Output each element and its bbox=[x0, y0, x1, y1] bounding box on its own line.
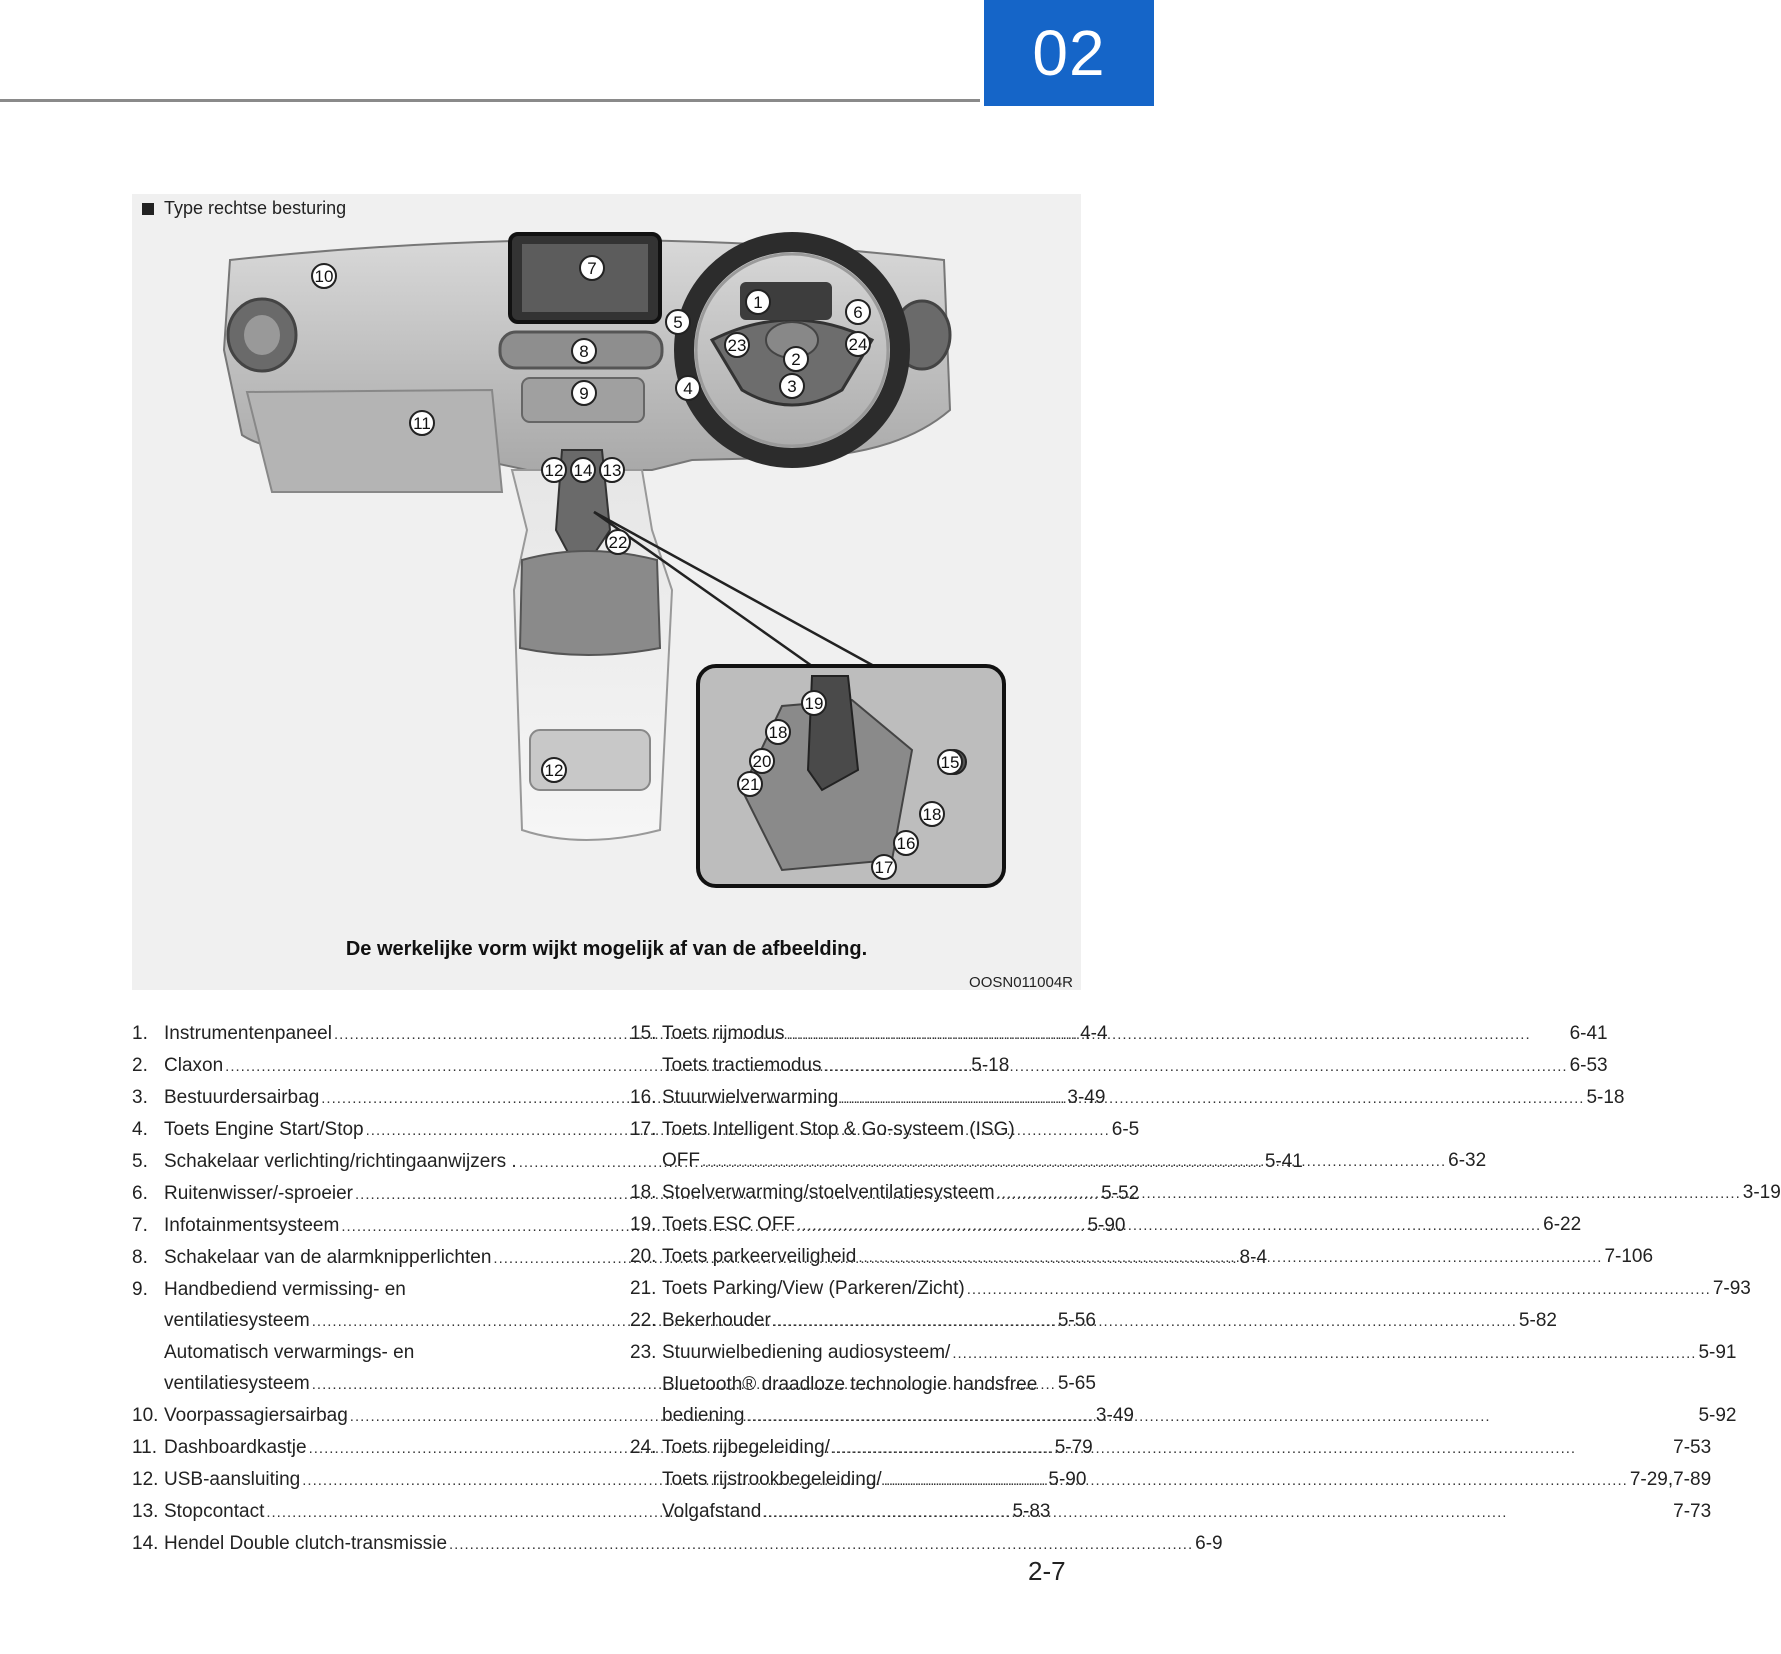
legend-line-page: 5-41 bbox=[1264, 1151, 1303, 1172]
legend-line bbox=[662, 1050, 1608, 1082]
legend-line-text: Stoelverwarming/stoelventilatiesysteem bbox=[662, 1182, 995, 1203]
legend-line-text: Voorpassagiersairbag bbox=[164, 1405, 348, 1426]
legend-line-text: Ruitenwisser/-sproeier bbox=[164, 1183, 354, 1204]
callout-15: 15 bbox=[940, 753, 960, 772]
legend-line bbox=[662, 1209, 1581, 1241]
legend-line-page: 6-53 bbox=[1569, 1055, 1608, 1076]
legend-item-number: 22. bbox=[630, 1310, 657, 1331]
legend-item-body bbox=[662, 1209, 1581, 1241]
callout-22: 22 bbox=[608, 533, 628, 552]
dot-leader bbox=[823, 1051, 1567, 1082]
legend-line-text: Hendel Double clutch-transmissie bbox=[164, 1533, 448, 1554]
legend-line-page: 6-41 bbox=[1569, 1023, 1608, 1044]
dot-leader bbox=[763, 1497, 1671, 1528]
legend-item-body bbox=[662, 1305, 1557, 1337]
legend-line-page: 5-52 bbox=[1101, 1183, 1140, 1204]
page-number: 2-7 bbox=[1028, 1556, 1066, 1586]
figure-caption: De werkelijke vorm wijkt mogelijk af van de afbeelding. bbox=[345, 938, 868, 960]
legend-item-number: 1. bbox=[132, 1023, 148, 1044]
callout-4: 4 bbox=[683, 379, 693, 398]
callout-19: 19 bbox=[804, 694, 824, 713]
callout-13: 13 bbox=[602, 461, 622, 480]
callout-1: 1 bbox=[753, 293, 763, 312]
legend-line bbox=[662, 1305, 1557, 1337]
legend-item-number: 19. bbox=[630, 1214, 657, 1235]
legend-line bbox=[662, 1241, 1653, 1273]
dot-leader bbox=[840, 1083, 1584, 1114]
legend-item-number: 18. bbox=[630, 1182, 657, 1203]
callout-11: 11 bbox=[413, 414, 431, 433]
dot-leader bbox=[967, 1274, 1711, 1305]
legend-line-text: Toets Parking/View (Parkeren/Zicht) bbox=[662, 1278, 965, 1299]
legend-item-number: 13. bbox=[132, 1501, 159, 1522]
dot-leader bbox=[952, 1338, 1696, 1369]
figure-heading bbox=[142, 198, 346, 219]
callout-24: 24 bbox=[848, 335, 868, 354]
legend-line-page: 5-18 bbox=[971, 1055, 1010, 1076]
dot-leader bbox=[997, 1178, 1741, 1209]
legend-line-page: 5-56 bbox=[1057, 1310, 1096, 1331]
callout-18-inset: 18 bbox=[922, 805, 942, 824]
legend-item-body bbox=[662, 1241, 1653, 1273]
legend-line-page: 5-90 bbox=[1087, 1215, 1126, 1236]
dot-leader bbox=[702, 1146, 1446, 1177]
dot-leader bbox=[746, 1401, 1696, 1432]
legend-item bbox=[630, 1432, 1712, 1528]
legend-line-text: Infotainmentsysteem bbox=[164, 1215, 340, 1236]
dot-leader bbox=[797, 1210, 1541, 1241]
legend-item-number: 20. bbox=[630, 1246, 657, 1267]
callout-6: 6 bbox=[853, 303, 863, 322]
legend-item-body bbox=[662, 1337, 1737, 1432]
callout-18: 18 bbox=[768, 723, 788, 742]
callout-8: 8 bbox=[579, 342, 589, 361]
legend-line-text: Handbediend vermissing- en bbox=[164, 1279, 406, 1300]
figure-heading-text: Type rechtse besturing bbox=[164, 198, 347, 218]
legend-line-page: 7-106 bbox=[1604, 1246, 1654, 1267]
legend-item-number: 10. bbox=[132, 1405, 159, 1426]
callout-3: 3 bbox=[787, 377, 797, 396]
legend-line bbox=[662, 1496, 1711, 1528]
square-bullet-icon bbox=[142, 203, 154, 215]
legend-item-number: 11. bbox=[132, 1437, 158, 1458]
legend-item-number: 2. bbox=[132, 1055, 148, 1076]
legend-line-text: Stopcontact bbox=[164, 1501, 265, 1522]
callout-17: 17 bbox=[874, 858, 894, 877]
legend-item-number: 17. bbox=[630, 1119, 657, 1140]
legend-line-text: Claxon bbox=[164, 1055, 224, 1076]
legend-line-text: Toets Intelligent Stop & Go-systeem (ISG) bbox=[662, 1119, 1015, 1140]
legend-line-text: Automatisch verwarmings- en bbox=[164, 1342, 415, 1363]
legend-line-text: Toets ESC OFF bbox=[662, 1214, 796, 1235]
legend-line-text: Toets rijbegeleiding/ bbox=[662, 1437, 830, 1458]
legend-line-page: 6-9 bbox=[1195, 1533, 1223, 1554]
legend-line-text: bediening bbox=[662, 1405, 745, 1426]
legend-line-text: Volgafstand bbox=[662, 1501, 762, 1522]
legend-item bbox=[132, 1528, 1223, 1560]
callout-10: 10 bbox=[314, 267, 334, 286]
legend-line bbox=[662, 1432, 1711, 1464]
legend-line-page: 5-92 bbox=[1698, 1405, 1737, 1426]
dot-leader bbox=[773, 1306, 1517, 1337]
legend-line-text: Schakelaar van de alarmknipperlichten bbox=[164, 1247, 492, 1268]
callout-16: 16 bbox=[896, 834, 916, 853]
callout-23: 23 bbox=[727, 336, 747, 355]
legend-item bbox=[630, 1273, 1751, 1305]
legend-item-number: 16. bbox=[630, 1087, 657, 1108]
header-rule bbox=[0, 99, 980, 102]
legend-line-text: Dashboardkastje bbox=[164, 1437, 307, 1458]
legend-line bbox=[662, 1145, 1486, 1177]
legend-line-text: Toets rijmodus bbox=[662, 1023, 785, 1044]
legend-line-page: 5-83 bbox=[1012, 1501, 1051, 1522]
legend-line-text: ventilatiesysteem bbox=[164, 1373, 310, 1394]
callout-7: 7 bbox=[587, 259, 597, 278]
legend-line-page: 3-49 bbox=[1067, 1087, 1106, 1108]
legend-line-page: 6-22 bbox=[1543, 1214, 1582, 1235]
legend-line bbox=[662, 1369, 1737, 1400]
legend-line-text: ventilatiesysteem bbox=[164, 1310, 310, 1331]
legend-item-number: 3. bbox=[132, 1087, 148, 1108]
dashboard-illustration bbox=[132, 230, 1081, 930]
legend-line-page: 7-53 bbox=[1673, 1437, 1712, 1458]
legend-line-text: Bekerhouder bbox=[662, 1310, 771, 1331]
legend-item-number: 23. bbox=[630, 1342, 657, 1363]
callout-20: 20 bbox=[752, 752, 772, 771]
legend-item-body bbox=[662, 1432, 1711, 1528]
legend-item-number: 7. bbox=[132, 1215, 148, 1236]
legend-item-number: 4. bbox=[132, 1119, 148, 1140]
legend-line-page: 6-5 bbox=[1111, 1119, 1140, 1140]
legend-line bbox=[662, 1018, 1608, 1050]
legend-line bbox=[662, 1273, 1751, 1305]
legend-line-page: 4-4 bbox=[1080, 1023, 1108, 1044]
chapter-tab bbox=[984, 0, 1154, 106]
legend-item-number: 24. bbox=[630, 1437, 657, 1458]
legend-line-text: Bluetooth® draadloze technologie handsfree bbox=[662, 1374, 1038, 1395]
legend-line-page: 7-73 bbox=[1673, 1501, 1712, 1522]
legend-line-page: 5-18 bbox=[1586, 1087, 1625, 1108]
legend-line-page: 5-65 bbox=[1057, 1373, 1096, 1394]
callout-5: 5 bbox=[673, 313, 683, 332]
armrest bbox=[520, 551, 660, 655]
legend-item-number: 14. bbox=[132, 1533, 159, 1554]
legend-item-body bbox=[662, 1177, 1781, 1209]
legend-line-page: 7-29,7-89 bbox=[1629, 1469, 1712, 1490]
figure-panel bbox=[132, 194, 1081, 990]
callout-12: 12 bbox=[544, 461, 564, 480]
legend-item-body bbox=[662, 1082, 1625, 1114]
legend-line-page: 5-91 bbox=[1698, 1342, 1737, 1363]
dot-leader bbox=[832, 1433, 1671, 1464]
legend-line bbox=[662, 1114, 1486, 1145]
callout-2: 2 bbox=[791, 350, 801, 369]
callout-12-rear: 12 bbox=[544, 761, 564, 780]
legend-item-body bbox=[662, 1114, 1486, 1177]
dot-leader bbox=[858, 1242, 1602, 1273]
legend-line-page: 6-32 bbox=[1448, 1150, 1487, 1171]
glovebox bbox=[247, 390, 502, 492]
legend-line-text: Toets rijstrookbegeleiding/ bbox=[662, 1469, 882, 1490]
legend-line-page: 3-19 bbox=[1742, 1182, 1781, 1203]
legend-line-page: 3-49 bbox=[1095, 1405, 1134, 1426]
legend-line-text: Bestuurdersairbag bbox=[164, 1087, 320, 1108]
callout-21: 21 bbox=[740, 775, 760, 794]
legend-item-number: 8. bbox=[132, 1247, 148, 1268]
legend-item-number: 6. bbox=[132, 1183, 148, 1204]
legend-line-text: Instrumentenpaneel bbox=[164, 1023, 332, 1044]
legend-item-number: 5. bbox=[132, 1151, 148, 1172]
legend-line bbox=[662, 1082, 1625, 1114]
legend-item-number: 9. bbox=[132, 1279, 148, 1300]
callout-14: 14 bbox=[573, 461, 593, 480]
legend-line-text: Toets tractiemodus bbox=[662, 1055, 822, 1076]
legend-line-text: Stuurwielbediening audiosysteem/ bbox=[662, 1342, 951, 1363]
legend-item-body bbox=[662, 1273, 1751, 1305]
legend-line bbox=[662, 1177, 1781, 1209]
legend-line-page: 5-79 bbox=[1054, 1437, 1093, 1458]
legend-line-text: Schakelaar verlichting/richtingaanwijzers . bbox=[164, 1151, 517, 1172]
legend-item-number: 21. bbox=[630, 1278, 657, 1299]
legend-item-number: 15. bbox=[630, 1023, 657, 1044]
dot-leader bbox=[787, 1019, 1568, 1050]
legend-line-text: Toets Engine Start/Stop bbox=[164, 1119, 364, 1140]
legend-line-text: USB-aansluiting bbox=[164, 1469, 301, 1490]
legend-line bbox=[662, 1337, 1737, 1369]
legend-line-text: OFF bbox=[662, 1150, 700, 1171]
legend-line-page: 5-90 bbox=[1048, 1469, 1087, 1490]
legend-line-page: 8-4 bbox=[1239, 1247, 1268, 1268]
legend-item-number: 12. bbox=[132, 1469, 159, 1490]
legend-line bbox=[662, 1400, 1737, 1432]
legend-line-text: Toets parkeerveiligheid bbox=[662, 1246, 857, 1267]
dot-leader bbox=[449, 1529, 1193, 1560]
legend-line-page: 5-82 bbox=[1518, 1310, 1557, 1331]
callout-9: 9 bbox=[579, 384, 589, 403]
legend-line-text: Stuurwielverwarming bbox=[662, 1087, 839, 1108]
chapter-number: 02 bbox=[1032, 17, 1106, 89]
figure-code: OOSN011004R bbox=[969, 974, 1073, 991]
dot-leader bbox=[884, 1465, 1628, 1496]
legend-item-body bbox=[662, 1018, 1608, 1082]
legend-line bbox=[662, 1464, 1711, 1496]
legend-line-page: 7-93 bbox=[1712, 1278, 1751, 1299]
